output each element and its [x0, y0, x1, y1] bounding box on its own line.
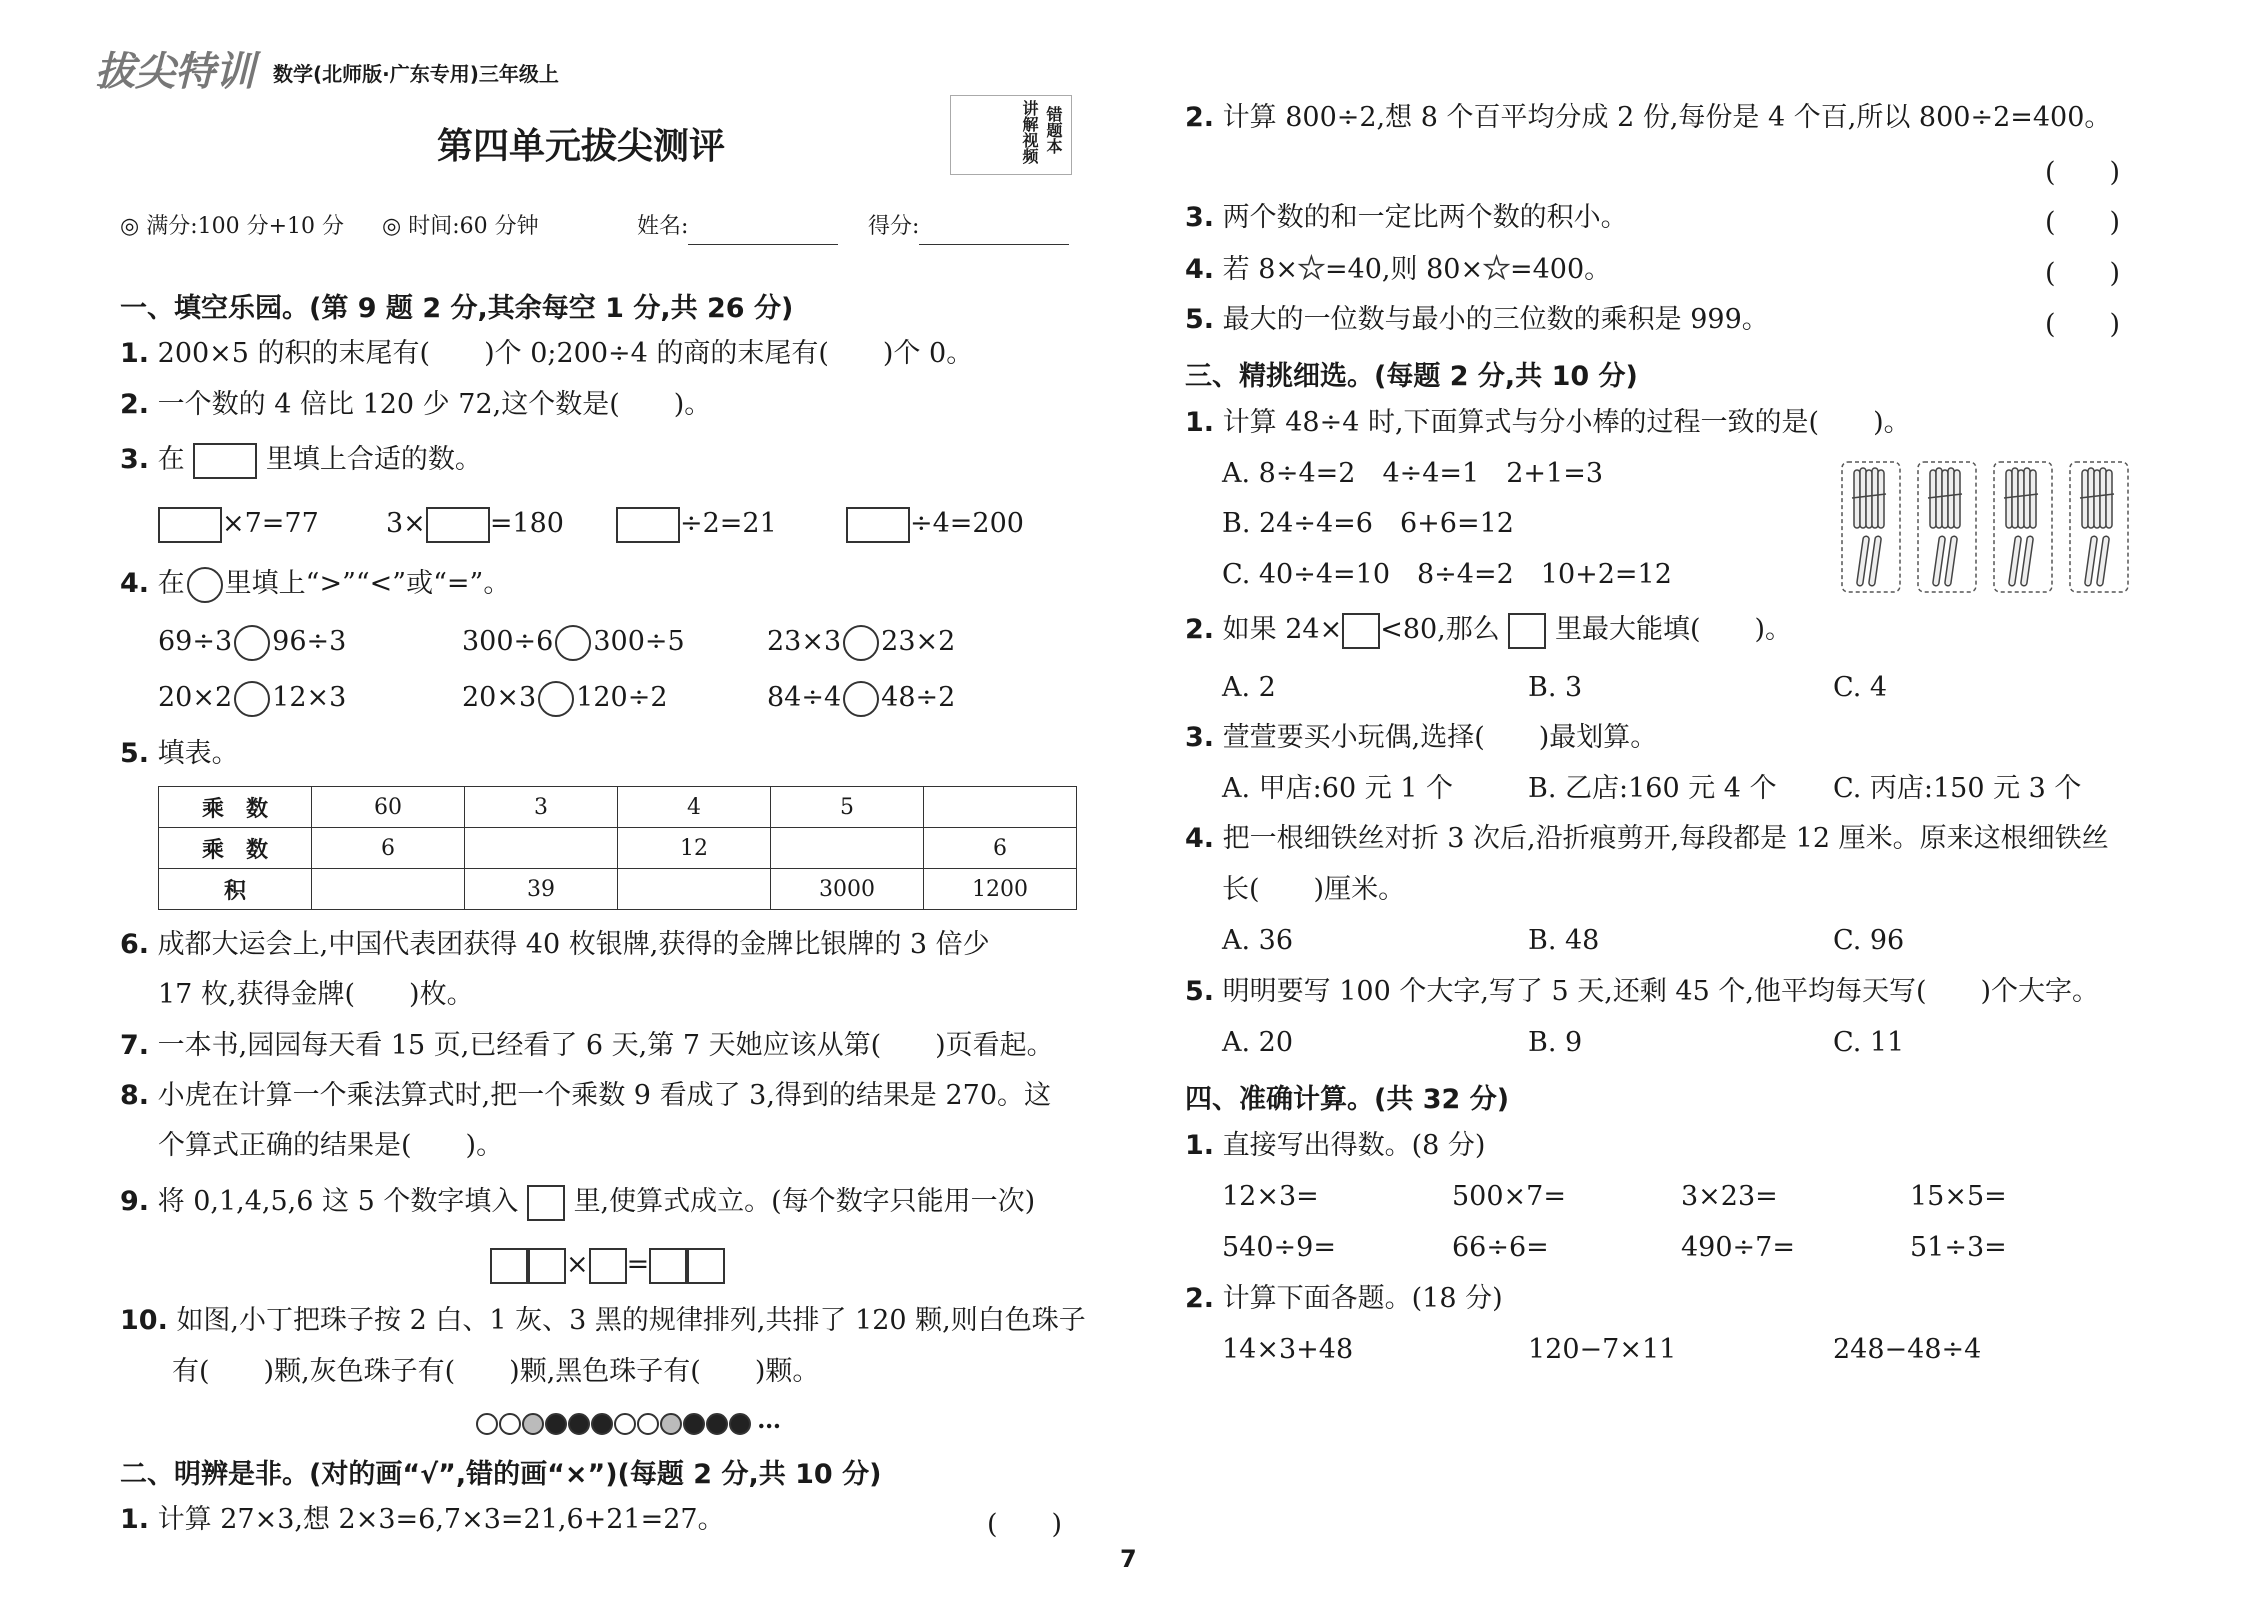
compare-circle[interactable] [234, 681, 270, 717]
gray-bead [522, 1413, 544, 1435]
table-cell[interactable] [771, 828, 924, 869]
q3-expr-4[interactable]: ÷4=200 [846, 506, 1024, 543]
question-3-4: 4. 把一根细铁丝对折 3 次后,沿折痕剪开,每段都是 12 厘米。原来这根细铁丝 [1185, 823, 2109, 854]
question-3-3: 3. 萱萱要买小玩偶,选择( )最划算。 [1185, 722, 1658, 753]
table-cell[interactable]: 3 [465, 787, 618, 828]
calc-item[interactable]: 248−48÷4 [1833, 1334, 1982, 1365]
option-B[interactable]: B. 3 [1528, 672, 1583, 703]
question-1-7: 7. 一本书,园园每天看 15 页,已经看了 6 天,第 7 天她应该从第( )页看起。 [120, 1030, 1054, 1061]
question-1-10: 10. 如图,小丁把珠子按 2 白、1 灰、3 黑的规律排列,共排了 120 颗,则白色珠子 [120, 1305, 1086, 1336]
option-C[interactable]: C. 40÷4=10 8÷4=2 10+2=12 [1222, 559, 1672, 590]
book-title: 数学(北师版·广东专用)三年级上 [273, 62, 559, 86]
question-4-2: 2. 计算下面各题。(18 分) [1185, 1283, 1503, 1314]
stick-group [1994, 462, 2052, 592]
table-cell[interactable]: 1200 [924, 869, 1077, 910]
option-B[interactable]: B. 9 [1528, 1027, 1583, 1058]
time-limit: ◎ 时间:60 分钟 [382, 214, 539, 239]
name-field[interactable] [637, 209, 838, 245]
option-B[interactable]: B. 24÷4=6 6+6=12 [1222, 508, 1514, 539]
table-cell[interactable]: 39 [465, 869, 618, 910]
oral-calc-item[interactable]: 540÷9= [1222, 1232, 1336, 1263]
table-cell[interactable] [924, 787, 1077, 828]
stick-group [1918, 462, 1976, 592]
digit-box[interactable] [649, 1248, 687, 1284]
oral-calc-item[interactable]: 500×7= [1452, 1181, 1566, 1212]
compare-4[interactable]: 20×2 12×3 [158, 680, 346, 717]
stick-group [2070, 462, 2128, 592]
score-line[interactable] [919, 216, 1069, 245]
name-line[interactable] [688, 216, 838, 245]
option-C[interactable]: C. 4 [1833, 672, 1888, 703]
compare-2[interactable]: 300÷6 300÷5 [462, 624, 685, 661]
black-bead [706, 1413, 728, 1435]
option-C[interactable]: C. 丙店:150 元 3 个 [1833, 773, 2082, 804]
question-1-6: 6. 成都大运会上,中国代表团获得 40 枚银牌,获得的金牌比银牌的 3 倍少 [120, 929, 990, 960]
compare-circle [187, 567, 223, 603]
black-bead [568, 1413, 590, 1435]
table-cell[interactable]: 3000 [771, 869, 924, 910]
option-A[interactable]: A. 2 [1222, 672, 1276, 703]
black-bead [591, 1413, 613, 1435]
score-label: 得分: [868, 214, 920, 239]
compare-circle[interactable] [234, 625, 270, 661]
table-row [159, 869, 1077, 910]
option-B[interactable]: B. 乙店:160 元 4 个 [1528, 773, 1777, 804]
table-header: 乘 数 [159, 828, 312, 869]
section4-title: 四、准确计算。(共 32 分) [1185, 1084, 1510, 1115]
oral-calc-item[interactable]: 3×23= [1681, 1181, 1778, 1212]
question-1-9: 9. 将 0,1,4,5,6 这 5 个数字填入 里,使算式成立。(每个数字只能用一次) [120, 1184, 1035, 1221]
stick-group [1842, 462, 1900, 592]
q3-expr-3[interactable]: ÷2=21 [616, 506, 777, 543]
black-bead [683, 1413, 705, 1435]
star-icon: ★ [1298, 251, 1325, 286]
section1-title: 一、填空乐园。(第 9 题 2 分,其余每空 1 分,共 26 分) [120, 293, 794, 324]
white-bead [637, 1413, 659, 1435]
video-label: 讲解视频 [1020, 100, 1039, 164]
table-header: 积 [159, 869, 312, 910]
option-A[interactable]: A. 甲店:60 元 1 个 [1222, 773, 1454, 804]
oral-calc-item[interactable]: 490÷7= [1681, 1232, 1795, 1263]
white-bead [614, 1413, 636, 1435]
question-1-5: 5. 填表。 [120, 738, 239, 769]
digit-box[interactable] [490, 1248, 528, 1284]
question-2-5: 5. 最大的一位数与最小的三位数的乘积是 999。 [1185, 304, 1769, 335]
compare-circle[interactable] [555, 625, 591, 661]
answer-paren[interactable]: ( ) [2045, 258, 2121, 289]
sticks-illustration [1838, 458, 2138, 596]
question-3-4-line2: 长( )厘米。 [1222, 874, 1406, 905]
name-label: 姓名: [637, 214, 689, 239]
full-score: ◎ 满分:100 分+10 分 [120, 214, 345, 239]
question-1-8-line2: 个算式正确的结果是( )。 [158, 1130, 504, 1161]
table-row [159, 828, 1077, 869]
table-cell[interactable]: 6 [924, 828, 1077, 869]
digit-box[interactable] [528, 1248, 566, 1284]
q3-expr-2[interactable]: 3× =180 [386, 506, 564, 543]
compare-circle[interactable] [538, 681, 574, 717]
oral-calc-item[interactable]: 15×5= [1910, 1181, 2007, 1212]
option-A[interactable]: A. 8÷4=2 4÷4=1 2+1=3 [1222, 458, 1604, 489]
score-field[interactable] [868, 209, 1069, 245]
question-3-5: 5. 明明要写 100 个大字,写了 5 天,还剩 45 个,他平均每天写( )个大字。 [1185, 976, 2100, 1007]
table-cell[interactable]: 6 [312, 828, 465, 869]
answer-box [1508, 613, 1546, 649]
q3-expr-1[interactable]: ×7=77 [158, 506, 319, 543]
times-sign: × [566, 1249, 589, 1280]
table-cell[interactable]: 5 [771, 787, 924, 828]
question-2-3: 3. 两个数的和一定比两个数的积小。 [1185, 202, 1628, 233]
black-bead [729, 1413, 751, 1435]
question-4-1: 1. 直接写出得数。(8 分) [1185, 1130, 1486, 1161]
table-cell[interactable] [312, 869, 465, 910]
answer-box [527, 1185, 565, 1221]
compare-circle[interactable] [843, 681, 879, 717]
bead-sequence [476, 1405, 781, 1435]
table-cell[interactable]: 12 [618, 828, 771, 869]
answer-paren[interactable]: ( ) [987, 1509, 1063, 1540]
table-cell[interactable]: 60 [312, 787, 465, 828]
table-cell[interactable] [465, 828, 618, 869]
question-1-10-line2: 有( )颗,灰色珠子有( )颗,黑色珠子有( )颗。 [172, 1356, 820, 1387]
question-2-1: 1. 计算 27×3,想 2×3=6,7×3=21,6+21=27。 [120, 1504, 725, 1535]
answer-box [1342, 613, 1380, 649]
white-bead [476, 1413, 498, 1435]
question-1-2: 2. 一个数的 4 倍比 120 少 72,这个数是( )。 [120, 389, 712, 420]
digit-box[interactable] [589, 1248, 627, 1284]
compare-3[interactable]: 23×3 23×2 [767, 624, 955, 661]
question-1-1: 1. 200×5 的积的末尾有( )个 0;200÷4 的商的末尾有( )个 0。 [120, 338, 974, 369]
white-bead [499, 1413, 521, 1435]
section2-title: 二、明辨是非。(对的画“√”,错的画“×”)(每题 2 分,共 10 分) [120, 1459, 882, 1490]
question-1-8: 8. 小虎在计算一个乘法算式时,把一个乘数 9 看成了 3,得到的结果是 270。这 [120, 1080, 1052, 1111]
question-3-1: 1. 计算 48÷4 时,下面算式与分小棒的过程一致的是( )。 [1185, 407, 1911, 438]
calc-item[interactable]: 120−7×11 [1528, 1334, 1677, 1365]
calc-item[interactable]: 14×3+48 [1222, 1334, 1354, 1365]
compare-6[interactable]: 84÷4 48÷2 [767, 680, 955, 717]
fill-table [158, 786, 1077, 910]
oral-calc-item[interactable]: 51÷3= [1910, 1232, 2007, 1263]
wrong-book-label: 错题本 [1044, 106, 1063, 154]
question-2-2: 2. 计算 800÷2,想 8 个百平均分成 2 份,每份是 4 个百,所以 800÷2=400。 [1185, 102, 2112, 133]
black-bead [545, 1413, 567, 1435]
brand-logo: 拔尖特训 [95, 49, 255, 95]
question-3-2: 2. 如果 24× <80,那么 里最大能填( )。 [1185, 612, 1792, 649]
option-C[interactable]: C. 96 [1833, 925, 1905, 956]
option-A[interactable]: A. 36 [1222, 925, 1294, 956]
table-row [159, 787, 1077, 828]
answer-box[interactable] [846, 507, 910, 543]
answer-paren[interactable]: ( ) [2045, 157, 2121, 188]
question-1-4: 4. 在 里填上“>”“<”或“=”。 [120, 566, 510, 603]
option-B[interactable]: B. 48 [1528, 925, 1600, 956]
answer-paren[interactable]: ( ) [2045, 309, 2121, 340]
option-C[interactable]: C. 11 [1833, 1027, 1905, 1058]
digit-box[interactable] [687, 1248, 725, 1284]
answer-box[interactable] [616, 507, 680, 543]
table-header: 乘 数 [159, 787, 312, 828]
compare-circle[interactable] [843, 625, 879, 661]
page-title: 第四单元拔尖测评 [437, 125, 726, 167]
answer-box[interactable] [426, 507, 490, 543]
compare-1[interactable]: 69÷3 96÷3 [158, 624, 346, 661]
gray-bead [660, 1413, 682, 1435]
compare-5[interactable]: 20×3 120÷2 [462, 680, 668, 717]
question-1-6-line2: 17 枚,获得金牌( )枚。 [158, 979, 474, 1010]
section3-title: 三、精挑细选。(每题 2 分,共 10 分) [1185, 361, 1638, 392]
table-cell[interactable]: 4 [618, 787, 771, 828]
answer-box[interactable] [158, 507, 222, 543]
qr-code-box[interactable] [950, 95, 1072, 175]
equals-sign: = [626, 1249, 650, 1280]
oral-calc-item[interactable]: 66÷6= [1452, 1232, 1549, 1263]
answer-box [193, 443, 257, 479]
star-icon: ★ [1483, 251, 1510, 286]
page-number: 7 [1120, 1545, 1137, 1573]
question-2-4: 4. 若 8×★=40,则 80×★=400。 [1185, 251, 1612, 286]
ellipsis: … [757, 1405, 782, 1434]
q9-equation[interactable] [490, 1247, 725, 1284]
option-A[interactable]: A. 20 [1222, 1027, 1294, 1058]
oral-calc-item[interactable]: 12×3= [1222, 1181, 1319, 1212]
question-1-3: 3. 在 里填上合适的数。 [120, 442, 482, 479]
table-cell[interactable] [618, 869, 771, 910]
answer-paren[interactable]: ( ) [2045, 207, 2121, 238]
